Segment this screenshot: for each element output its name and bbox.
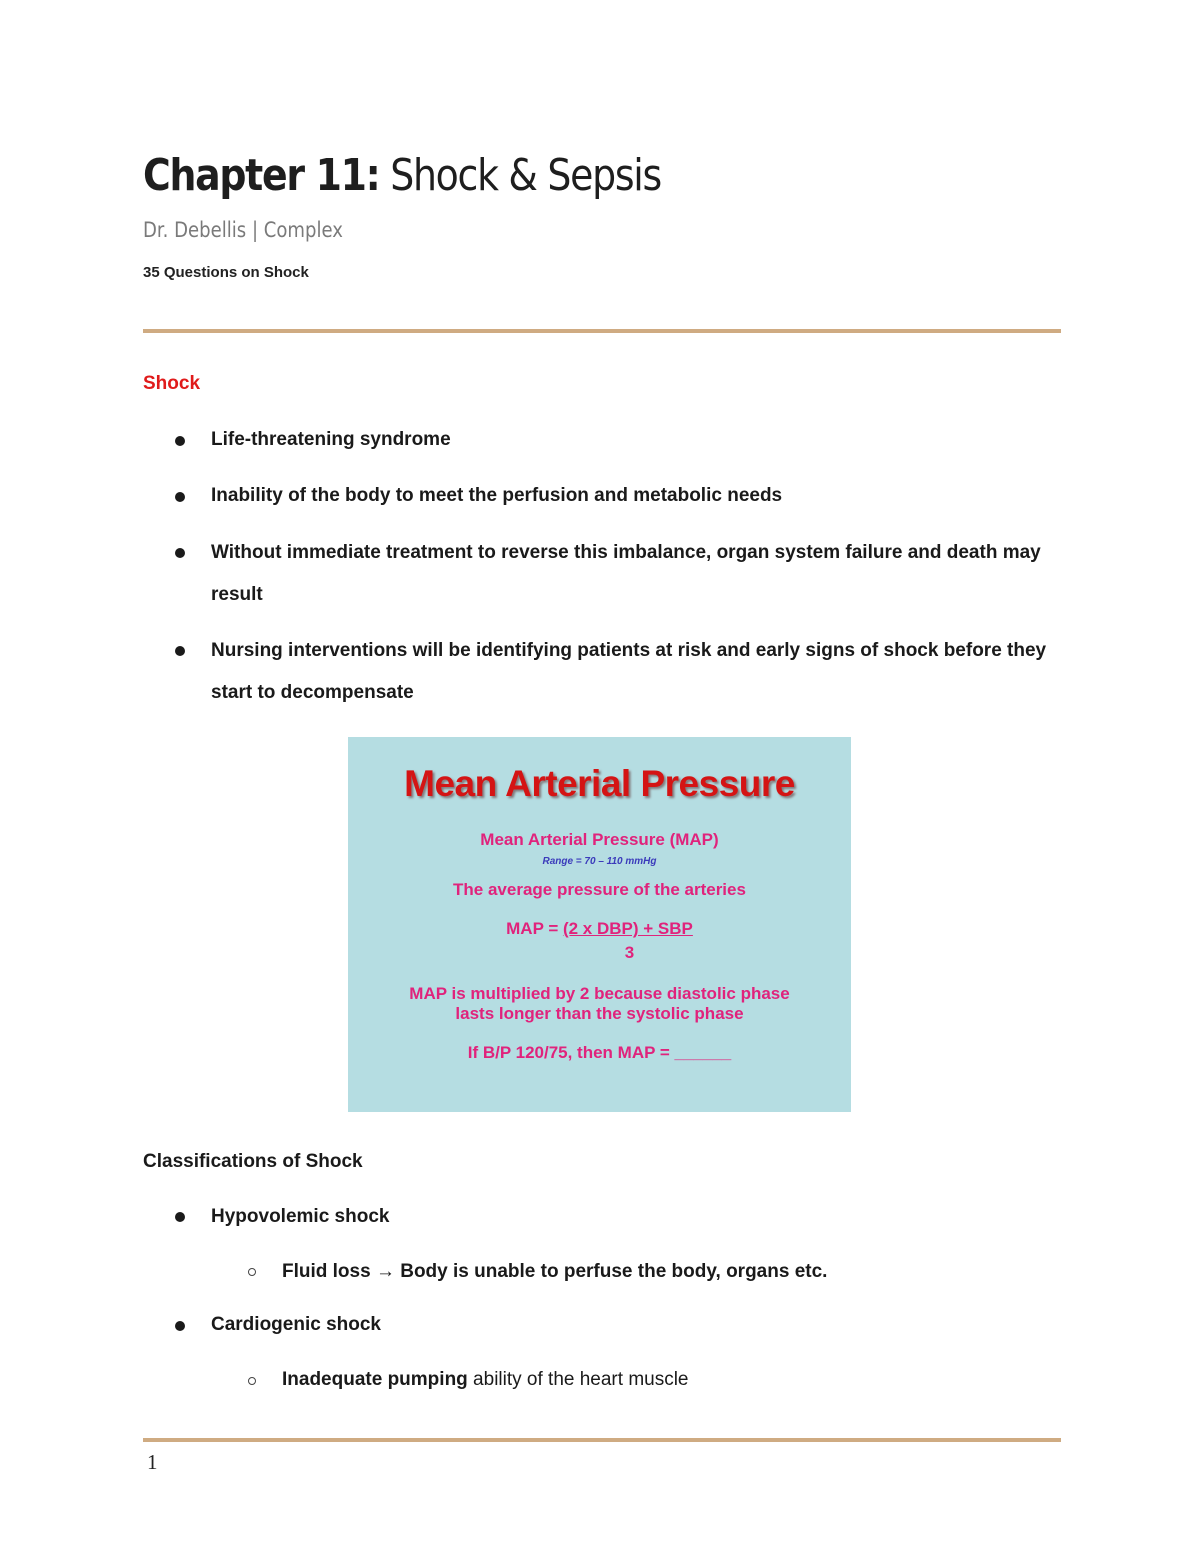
bullet-icon [175,646,185,656]
slide-question-blank: ______ [674,1043,732,1062]
top-divider [143,329,1061,333]
classification-item-hypovolemic: Hypovolemic shock [211,1206,390,1227]
shock-list-item: Without immediate treatment to reverse this imbalance, organ system failure and death may result [211,542,1041,605]
subitem-normal-text: ability of the heart muscle [467,1369,689,1390]
bullet-icon [175,1321,185,1331]
bullet-icon [175,492,185,502]
slide-formula-left: MAP = [506,919,563,938]
slide-question [348,1043,851,1063]
shock-heading: Shock [143,373,201,394]
slide-average-pressure: The average pressure of the arteries [453,880,746,899]
mean-arterial-pressure-image [348,737,851,1112]
classification-subitem [282,1366,1062,1394]
slide-title: Mean Arterial Pressure [404,763,795,804]
page-number: 1 [147,1450,158,1474]
bottom-divider [143,1438,1061,1442]
slide-map-definition: Mean Arterial Pressure (MAP) [480,830,719,849]
author-course-subtitle: Dr. Debellis | Complex [143,218,344,242]
hollow-bullet-icon [248,1268,256,1276]
classifications-heading: Classifications of Shock [143,1151,363,1172]
slide-explanation-line-1: MAP is multiplied by 2 because diastolic phase [409,984,790,1003]
bullet-icon [175,436,185,446]
hollow-bullet-icon [248,1377,256,1385]
classification-subitem: Fluid loss → Body is unable to perfuse the body, organs etc. [282,1261,828,1282]
slide-map-range: Range = 70 – 110 mmHg [542,856,657,867]
chapter-title-topic: Shock & Sepsis [379,150,661,201]
chapter-title [143,146,661,206]
classification-item-cardiogenic: Cardiogenic shock [211,1314,381,1335]
chapter-title-number: Chapter 11: [143,150,380,201]
bullet-icon [175,548,185,558]
slide-formula [348,919,851,939]
slide-formula-denominator: 3 [624,943,635,962]
question-count-note: 35 Questions on Shock [143,264,309,281]
shock-list-item: Inability of the body to meet the perfusion and metabolic needs [211,485,783,506]
subitem-bold-text: Inadequate pumping [282,1369,468,1390]
shock-list-item: Nursing interventions will be identifying patients at risk and early signs of shock before they start to decompensate [211,640,1047,703]
bullet-icon [175,1212,185,1222]
slide-question-text: If B/P 120/75, then MAP = [467,1043,675,1062]
slide-explanation-line-2: lasts longer than the systolic phase [455,1004,744,1023]
slide-formula-numerator: (2 x DBP) + SBP [562,919,693,938]
shock-list-item: Life-threatening syndrome [211,429,451,450]
